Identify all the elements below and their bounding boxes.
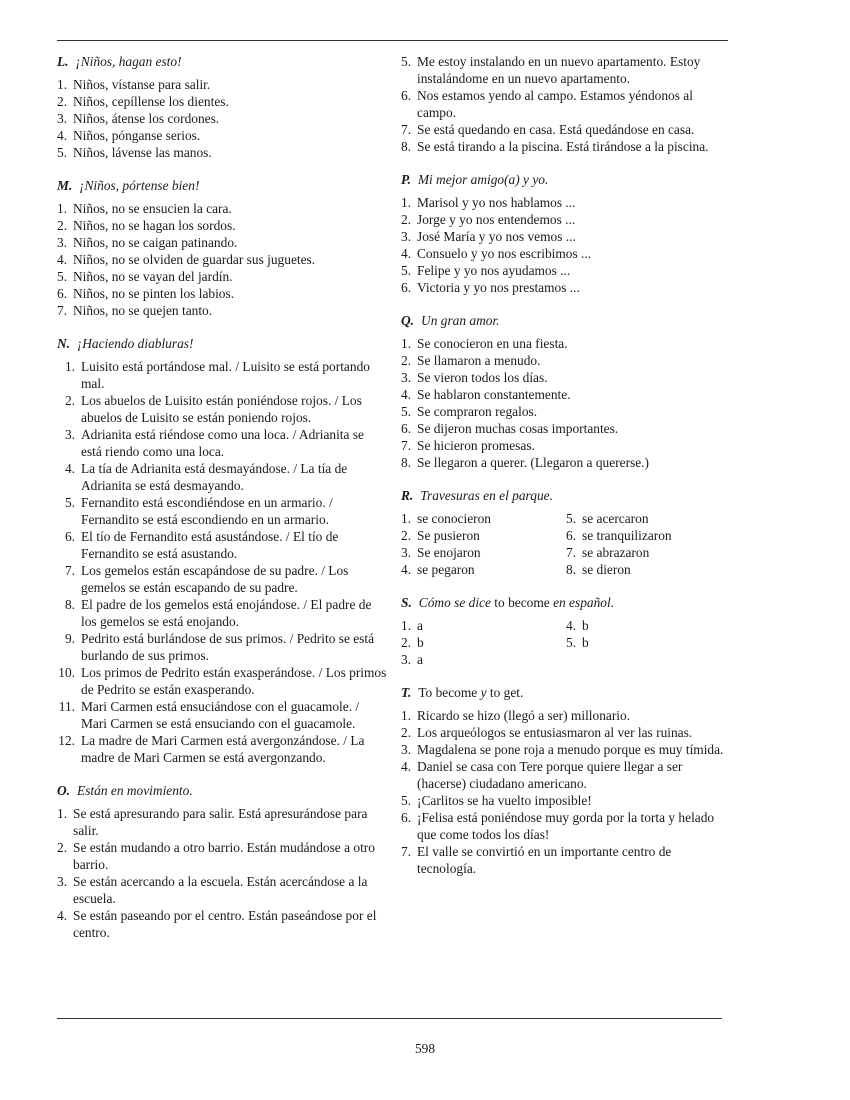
item-text: Los primos de Pedrito están exasperándose. / Los primos de Pedrito se están exasperando. xyxy=(81,665,387,697)
list-item xyxy=(57,732,387,766)
list-item xyxy=(57,630,387,664)
list-item xyxy=(57,110,387,127)
item-text: Se hablaron constantemente. xyxy=(417,387,571,402)
list-item xyxy=(401,386,728,403)
section-heading xyxy=(57,53,387,70)
item-text: ¡Felisa está poniéndose muy gorda por la torta y helado que come todos los días! xyxy=(417,810,715,842)
grid-cell xyxy=(401,544,566,561)
list-item xyxy=(57,494,387,528)
list-item xyxy=(401,369,728,386)
item-number: 10. xyxy=(58,665,75,680)
item-number: 2. xyxy=(401,725,412,740)
item-text: Se dijeron muchas cosas importantes. xyxy=(417,421,619,436)
item-number: 4. xyxy=(401,387,412,402)
item-number: 1. xyxy=(57,201,68,216)
item-number: 5. xyxy=(64,495,75,510)
section-r xyxy=(401,487,728,578)
list-item xyxy=(401,87,728,121)
item-number: 3. xyxy=(64,427,75,442)
item-number: 5. xyxy=(57,145,68,160)
item-number: 2. xyxy=(401,635,412,650)
item-number: 3. xyxy=(57,235,68,250)
item-number: 3. xyxy=(401,742,412,757)
item-text: Niños, no se pinten los labios. xyxy=(73,286,235,301)
section-letter: M. xyxy=(57,178,73,193)
answer-section xyxy=(57,335,387,766)
item-text: Fernandito está escondiéndose en un armario. / Fernandito se está escondiendo en un armario. xyxy=(81,495,333,527)
item-text: se pegaron xyxy=(417,562,475,577)
list-item xyxy=(401,194,728,211)
item-text: Se están acercando a la escuela. Están acercándose a la escuela. xyxy=(73,874,368,906)
item-text: La tía de Adrianita está desmayándose. / La tía de Adrianita se está desmayando. xyxy=(81,461,348,493)
item-text: Niños, átense los cordones. xyxy=(73,111,220,126)
list-item xyxy=(401,228,728,245)
answer-list xyxy=(401,194,728,296)
answer-grid xyxy=(401,510,728,578)
list-item xyxy=(57,268,387,285)
list-item xyxy=(401,53,728,87)
item-number: 2. xyxy=(401,212,412,227)
item-number: 7. xyxy=(57,303,68,318)
answer-list xyxy=(401,707,728,877)
section-title: Mi mejor amigo(a) y yo. xyxy=(417,172,549,187)
section-letter: O. xyxy=(57,783,71,798)
item-text: Niños, no se ensucien la cara. xyxy=(73,201,232,216)
item-text: El tío de Fernandito está asustándose. / El tío de Fernandito se está asustando. xyxy=(81,529,339,561)
list-item xyxy=(57,358,387,392)
item-text: Me estoy instalando en un nuevo apartamento. Estoy instalándome en un nuevo apartamento. xyxy=(417,54,701,86)
item-number: 4. xyxy=(57,908,68,923)
list-item xyxy=(401,758,728,792)
item-number: 2. xyxy=(57,840,68,855)
section-title: ¡Haciendo diabluras! xyxy=(77,336,194,351)
section-title: Están en movimiento. xyxy=(77,783,193,798)
item-number: 3. xyxy=(401,545,412,560)
list-item xyxy=(401,809,728,843)
item-number: 3. xyxy=(57,111,68,126)
item-number: 5. xyxy=(57,269,68,284)
item-text: La madre de Mari Carmen está avergonzándose. / La madre de Mari Carmen se está avergonzando. xyxy=(81,733,365,765)
item-text: ¡Carlitos se ha vuelto imposible! xyxy=(417,793,592,808)
grid-cell xyxy=(566,651,726,668)
item-text: se dieron xyxy=(582,562,631,577)
list-item xyxy=(401,211,728,228)
list-item xyxy=(57,426,387,460)
section-s xyxy=(401,594,728,668)
item-number: 4. xyxy=(401,562,412,577)
list-item xyxy=(401,352,728,369)
list-item xyxy=(401,403,728,420)
item-text: Adrianita está riéndose como una loca. / Adrianita se está riendo como una loca. xyxy=(81,427,364,459)
item-number: 3. xyxy=(401,652,412,667)
answer-section xyxy=(401,312,728,471)
left-column xyxy=(57,53,387,957)
item-text: Consuelo y yo nos escribimos ... xyxy=(417,246,592,261)
item-number: 8. xyxy=(566,562,577,577)
item-number: 9. xyxy=(64,631,75,646)
list-item xyxy=(57,217,387,234)
list-item xyxy=(57,562,387,596)
item-text: Niños, lávense las manos. xyxy=(73,145,212,160)
item-text: Marisol y yo nos hablamos ... xyxy=(417,195,576,210)
item-number: 6. xyxy=(401,88,412,103)
item-text: Los gemelos están escapándose de su padre. / Los gemelos se están escapando de su padre. xyxy=(81,563,349,595)
item-text: Niños, no se vayan del jardín. xyxy=(73,269,233,284)
grid-cell xyxy=(401,617,566,634)
list-item xyxy=(401,454,728,471)
bottom-rule xyxy=(57,1018,722,1019)
list-item xyxy=(401,262,728,279)
item-number: 5. xyxy=(566,511,577,526)
item-text: El valle se convirtió en un importante centro de tecnología. xyxy=(417,844,672,876)
item-number: 4. xyxy=(401,246,412,261)
item-text: Se llegaron a querer. (Llegaron a quererse.) xyxy=(417,455,649,470)
item-number: 12. xyxy=(58,733,75,748)
section-title: ¡Niños, pórtense bien! xyxy=(79,178,200,193)
item-number: 6. xyxy=(401,421,412,436)
item-number: 1. xyxy=(57,806,68,821)
list-item xyxy=(57,839,387,873)
grid-cell xyxy=(566,617,726,634)
answer-grid xyxy=(401,617,728,668)
item-text: Daniel se casa con Tere porque quiere llegar a ser (hacerse) ciudadano americano. xyxy=(417,759,683,791)
item-text: a xyxy=(417,652,423,667)
item-number: 2. xyxy=(401,353,412,368)
item-number: 4. xyxy=(64,461,75,476)
section-letter: L. xyxy=(57,54,69,69)
list-item xyxy=(57,285,387,302)
list-item xyxy=(57,302,387,319)
item-number: 1. xyxy=(401,708,412,723)
list-item xyxy=(401,437,728,454)
item-number: 1. xyxy=(401,511,412,526)
item-text: Niños, cepíllense los dientes. xyxy=(73,94,229,109)
section-title: ¡Niños, hagan esto! xyxy=(75,54,182,69)
item-number: 4. xyxy=(566,618,577,633)
item-text: se abrazaron xyxy=(582,545,650,560)
grid-cell xyxy=(401,651,566,668)
item-text: Ricardo se hizo (llegó a ser) millonario. xyxy=(417,708,631,723)
section-title-part: Cómo se dice xyxy=(418,595,491,610)
item-text: Victoria y yo nos prestamos ... xyxy=(417,280,580,295)
item-number: 2. xyxy=(57,218,68,233)
list-item xyxy=(401,245,728,262)
answer-section xyxy=(401,53,728,155)
list-item xyxy=(57,200,387,217)
item-number: 5. xyxy=(401,793,412,808)
list-item xyxy=(57,234,387,251)
section-title-part: To become xyxy=(418,685,481,700)
grid-cell xyxy=(401,634,566,651)
item-number: 7. xyxy=(401,122,412,137)
item-number: 5. xyxy=(401,404,412,419)
item-text: Se está tirando a la piscina. Está tirándose a la piscina. xyxy=(417,139,709,154)
item-number: 1. xyxy=(401,336,412,351)
item-number: 6. xyxy=(566,528,577,543)
item-number: 4. xyxy=(57,252,68,267)
item-text: Se llamaron a menudo. xyxy=(417,353,541,368)
item-number: 7. xyxy=(401,844,412,859)
list-item xyxy=(401,707,728,724)
item-number: 4. xyxy=(401,759,412,774)
section-title-part: to become xyxy=(490,595,554,610)
item-text: El padre de los gemelos está enojándose. / El padre de los gemelos se está enojando. xyxy=(81,597,372,629)
section-letter: T. xyxy=(401,685,412,700)
list-item xyxy=(401,741,728,758)
list-item xyxy=(401,843,728,877)
item-text: Felipe y yo nos ayudamos ... xyxy=(417,263,571,278)
grid-cell xyxy=(401,561,566,578)
item-number: 6. xyxy=(64,529,75,544)
grid-cell xyxy=(566,510,726,527)
grid-cell xyxy=(566,544,726,561)
answer-section xyxy=(57,177,387,319)
item-number: 8. xyxy=(401,139,412,154)
item-text: Se están paseando por el centro. Están paseándose por el centro. xyxy=(73,908,377,940)
section-letter: N. xyxy=(57,336,71,351)
list-item xyxy=(401,121,728,138)
grid-cell xyxy=(566,527,726,544)
item-number: 5. xyxy=(566,635,577,650)
answer-list xyxy=(57,358,387,766)
item-text: Se vieron todos los días. xyxy=(417,370,548,385)
item-text: b xyxy=(582,618,589,633)
list-item xyxy=(401,279,728,296)
item-text: Mari Carmen está ensuciándose con el guacamole. / Mari Carmen se está ensuciando con el guacamole. xyxy=(81,699,360,731)
item-text: se conocieron xyxy=(417,511,491,526)
section-letter: R. xyxy=(401,488,414,503)
item-text: Niños, no se hagan los sordos. xyxy=(73,218,236,233)
item-number: 4. xyxy=(57,128,68,143)
item-text: Niños, pónganse serios. xyxy=(73,128,201,143)
grid-cell xyxy=(401,510,566,527)
right-column xyxy=(401,53,728,893)
item-text: Jorge y yo nos entendemos ... xyxy=(417,212,576,227)
item-text: Se enojaron xyxy=(417,545,481,560)
list-item xyxy=(401,792,728,809)
item-number: 5. xyxy=(401,263,412,278)
answer-list xyxy=(57,805,387,941)
item-text: Niños, no se quejen tanto. xyxy=(73,303,213,318)
item-number: 1. xyxy=(401,195,412,210)
item-text: Los abuelos de Luisito están poniéndose rojos. / Los abuelos de Luisito se están poniendo rojos. xyxy=(81,393,362,425)
list-item xyxy=(57,664,387,698)
list-item xyxy=(57,144,387,161)
item-text: Niños, no se caigan patinando. xyxy=(73,235,238,250)
list-item xyxy=(401,335,728,352)
section-title: Un gran amor. xyxy=(421,313,500,328)
item-text: se acercaron xyxy=(582,511,649,526)
answer-section xyxy=(57,53,387,161)
list-item xyxy=(57,76,387,93)
top-rule xyxy=(57,40,728,41)
grid-cell xyxy=(401,527,566,544)
item-text: Nos estamos yendo al campo. Estamos yéndonos al campo. xyxy=(417,88,693,120)
answer-list xyxy=(401,53,728,155)
item-text: b xyxy=(417,635,424,650)
item-text: José María y yo nos vemos ... xyxy=(417,229,576,244)
section-heading xyxy=(401,171,728,188)
grid-cell xyxy=(566,634,726,651)
item-text: b xyxy=(582,635,589,650)
item-number: 2. xyxy=(64,393,75,408)
item-number: 1. xyxy=(401,618,412,633)
item-number: 3. xyxy=(57,874,68,889)
list-item xyxy=(57,873,387,907)
section-heading xyxy=(57,335,387,352)
section-letter: Q. xyxy=(401,313,415,328)
item-text: se tranquilizaron xyxy=(582,528,672,543)
list-item xyxy=(401,138,728,155)
item-number: 8. xyxy=(401,455,412,470)
item-number: 3. xyxy=(401,229,412,244)
item-text: Magdalena se pone roja a menudo porque es muy tímida. xyxy=(417,742,724,757)
item-text: Se conocieron en una fiesta. xyxy=(417,336,568,351)
item-text: Pedrito está burlándose de sus primos. / Pedrito se está burlando de sus primos. xyxy=(81,631,375,663)
section-title: Travesuras en el parque. xyxy=(420,488,553,503)
page-number: 598 xyxy=(414,1041,436,1056)
list-item xyxy=(57,805,387,839)
item-number: 1. xyxy=(64,359,75,374)
item-number: 6. xyxy=(401,810,412,825)
item-number: 11. xyxy=(58,699,75,714)
item-number: 5. xyxy=(401,54,412,69)
list-item xyxy=(57,596,387,630)
item-number: 7. xyxy=(64,563,75,578)
list-item xyxy=(57,528,387,562)
list-item xyxy=(401,724,728,741)
item-text: Los arqueólogos se entusiasmaron al ver las ruinas. xyxy=(417,725,693,740)
list-item xyxy=(57,93,387,110)
answer-section xyxy=(57,782,387,941)
item-text: Luisito está portándose mal. / Luisito se está portando mal. xyxy=(81,359,370,391)
grid-cell xyxy=(566,561,726,578)
item-text: a xyxy=(417,618,423,633)
item-number: 2. xyxy=(401,528,412,543)
item-text: Se pusieron xyxy=(417,528,480,543)
item-number: 6. xyxy=(401,280,412,295)
section-letter: S. xyxy=(401,595,412,610)
answer-list xyxy=(57,200,387,319)
item-text: Niños, vístanse para salir. xyxy=(73,77,211,92)
section-heading xyxy=(401,594,728,611)
item-text: Se están mudando a otro barrio. Están mudándose a otro barrio. xyxy=(73,840,375,872)
list-item xyxy=(57,127,387,144)
section-heading xyxy=(401,684,728,701)
section-title-part: to get. xyxy=(486,685,524,700)
item-text: Se compraron regalos. xyxy=(417,404,538,419)
item-number: 6. xyxy=(57,286,68,301)
section-title-part: en español. xyxy=(553,595,615,610)
item-text: Se hicieron promesas. xyxy=(417,438,535,453)
item-text: Se está quedando en casa. Está quedándose en casa. xyxy=(417,122,695,137)
section-heading xyxy=(57,177,387,194)
list-item xyxy=(57,392,387,426)
item-text: Se está apresurando para salir. Está apresurándose para salir. xyxy=(73,806,368,838)
section-heading xyxy=(401,312,728,329)
section-t xyxy=(401,684,728,877)
list-item xyxy=(401,420,728,437)
answer-list xyxy=(57,76,387,161)
item-text: Niños, no se olviden de guardar sus juguetes. xyxy=(73,252,316,267)
item-number: 1. xyxy=(57,77,68,92)
item-number: 7. xyxy=(401,438,412,453)
item-number: 3. xyxy=(401,370,412,385)
item-number: 7. xyxy=(566,545,577,560)
list-item xyxy=(57,251,387,268)
section-heading xyxy=(57,782,387,799)
list-item xyxy=(57,698,387,732)
list-item xyxy=(57,460,387,494)
list-item xyxy=(57,907,387,941)
item-number: 2. xyxy=(57,94,68,109)
answer-section xyxy=(401,171,728,296)
section-heading xyxy=(401,487,728,504)
section-title-part: y xyxy=(480,685,487,700)
item-number: 8. xyxy=(64,597,75,612)
section-letter: P. xyxy=(401,172,411,187)
answer-list xyxy=(401,335,728,471)
